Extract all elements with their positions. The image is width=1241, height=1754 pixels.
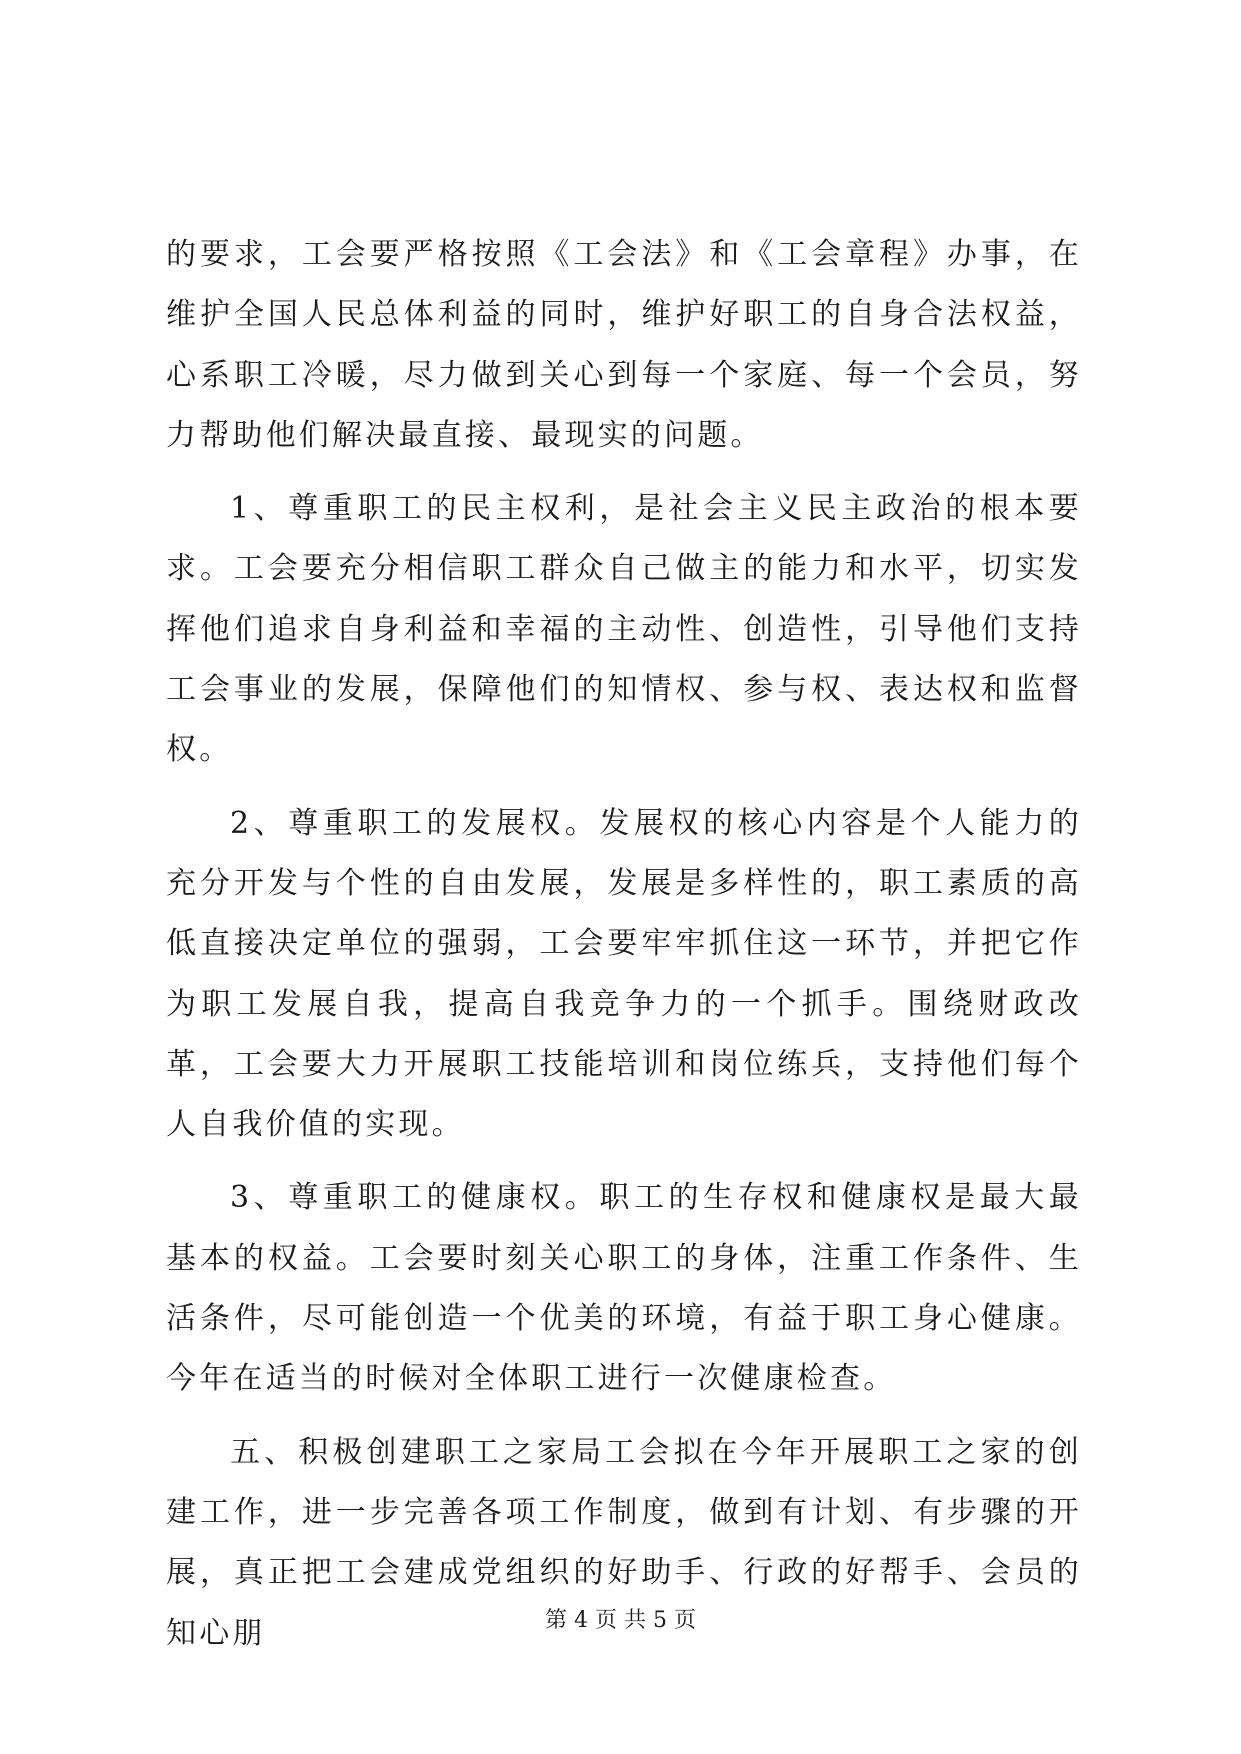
body-text bbox=[166, 225, 1082, 1677]
paragraph-item-2: 2、尊重职工的发展权。发展权的核心内容是个人能力的充分开发与个性的自由发展，发展是多样性的，职工素质的高低直接决定单位的强弱，工会要牢牢抓住这一环节，并把它作为职工发展自我，提高自我竞争力的一个抓手。围绕财政改革，工会要大力开展职工技能培训和岗位练兵，支持他们每个人自我价值的实现。 bbox=[166, 805, 1082, 1143]
paragraph-continuation: 的要求，工会要严格按照《工会法》和《工会章程》办事，在维护全国人民总体利益的同时，维护好职工的自身合法权益，心系职工冷暖，尽力做到关心到每一个家庭、每一个会员，努力帮助他们解决最直接、最现实的问题。 bbox=[166, 237, 1082, 453]
page-number-footer: 第 4 页 共 5 页 bbox=[545, 1608, 696, 1633]
paragraph-section-5: 五、积极创建职工之家局工会拟在今年开展职工之家的创建工作，进一步完善各项工作制度，做到有计划、有步骤的开展，真正把工会建成党组织的好助手、行政的好帮手、会员的知心朋 bbox=[166, 1434, 1082, 1651]
paragraph-item-3: 3、尊重职工的健康权。职工的生存权和健康权是最大最基本的权益。工会要时刻关心职工的身体，注重工作条件、生活条件，尽可能创造一个优美的环境，有益于职工身心健康。今年在适当的时候对全体职工进行一次健康检查。 bbox=[166, 1180, 1082, 1397]
paragraph-item-1: 1、尊重职工的民主权利，是社会主义民主政治的根本要求。工会要充分相信职工群众自己做主的能力和水平，切实发挥他们追求自身利益和幸福的主动性、创造性，引导他们支持工会事业的发展，保障他们的知情权、参与权、表达权和监督权。 bbox=[166, 491, 1082, 768]
